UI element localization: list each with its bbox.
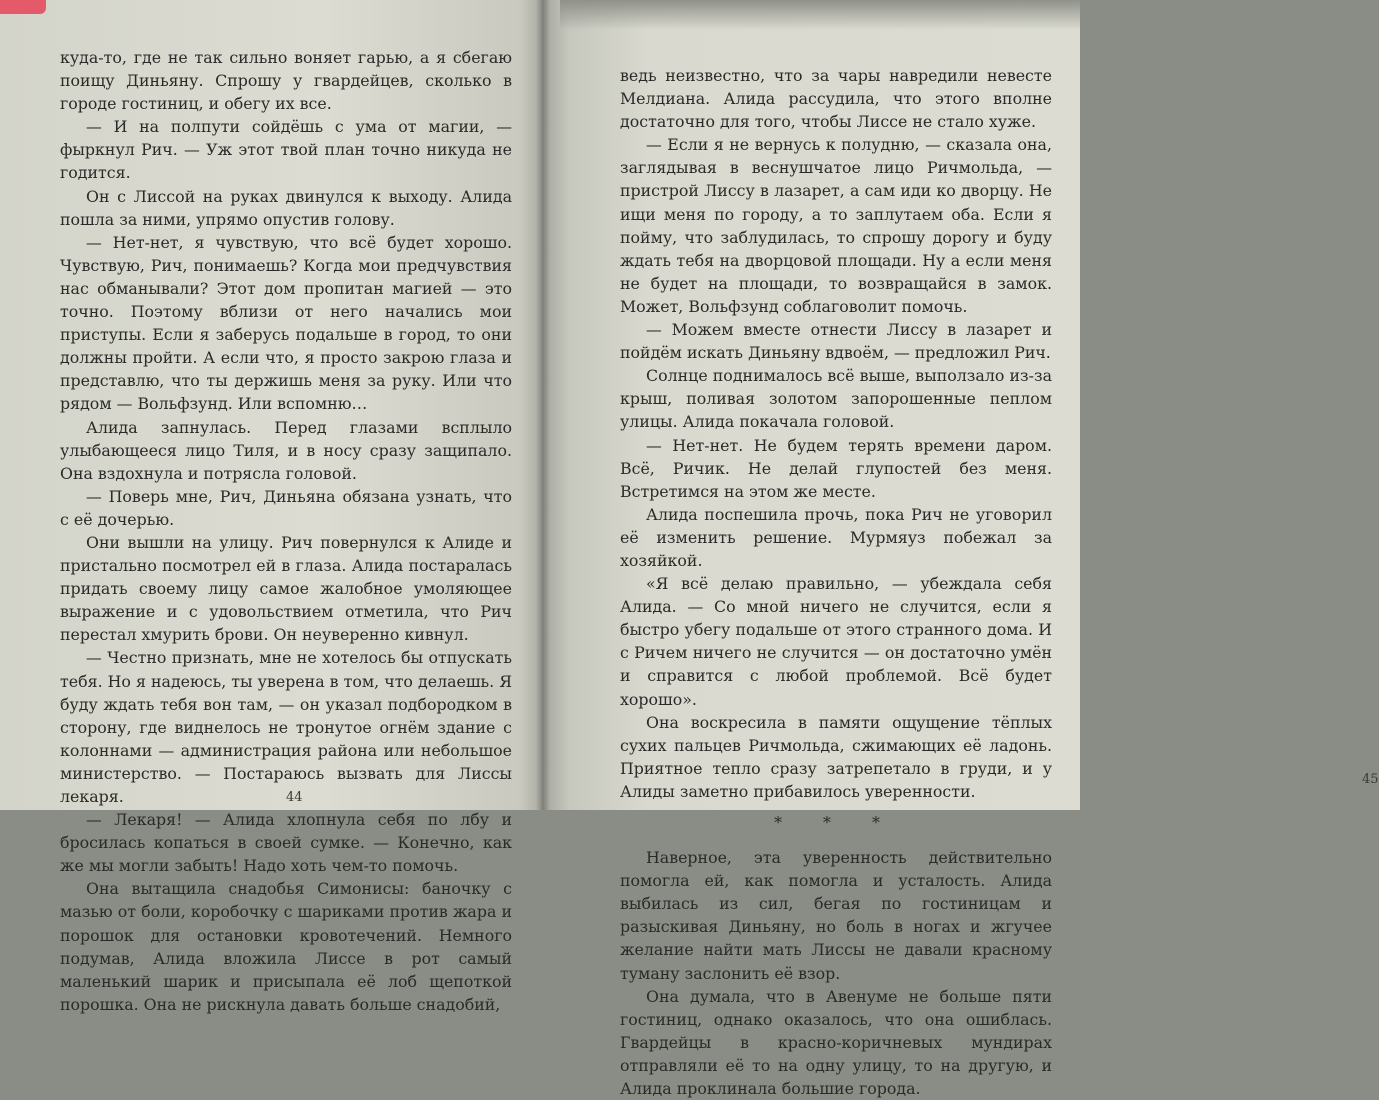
paragraph: — Лекаря! — Алида хлопнула себя по лбу и бросилась копаться в своей сумке. — Конечно, как же мы могли забыть! Надо хоть чем-то помочь. bbox=[60, 810, 512, 876]
paragraph: Она воскресила в памяти ощущение тёплых сухих пальцев Ричмольда, сжимающих её ладонь. Приятное тепло сразу затрепетало в груди, и у Алиды заметно прибавилось уверенности. bbox=[620, 712, 1052, 801]
page-number-right: 45 bbox=[1362, 772, 1379, 787]
paragraph: — Нет-нет, я чувствую, что всё будет хорошо. Чувствую, Рич, понимаешь? Когда мои предчувствия нас обманывали? Этот дом пропитан магией — это точно. Поэтому вблизи от него начались мои приступы. Если я заберусь подальше в город, то они должны пройти. А если что, я просто закрою глаза и представлю, что ты держишь меня за руку. Или что рядом — Вольфзунд. Или вспомню… bbox=[60, 232, 512, 414]
paragraph: Они вышли на улицу. Рич повернулся к Алиде и пристально посмотрел ей в глаза. Алида постаралась придать своему лицу самое жалобное умоляющее выражение и с удовольствием отметила, что Рич перестал хмурить брови. Он неуверенно кивнул. bbox=[60, 532, 512, 645]
paragraph: «Я всё делаю правильно, — убеждала себя Алида. — Со мной ничего не случится, если я быстро убегу подальше от этого странного дома. И с Ричем ничего не случится — он достаточно умён и справится с любой проблемой. Всё будет хорошо». bbox=[620, 574, 1052, 709]
section-separator: * * * bbox=[774, 813, 898, 832]
left-page-text bbox=[60, 46, 512, 1016]
paragraph: Солнце поднималось всё выше, выползало из-за крыш, поливая золотом запорошенные пеплом улицы. Алида покачала головой. bbox=[620, 366, 1052, 432]
paragraph: Наверное, эта уверенность действительно помогла ей, как помогла и усталость. Алида выбилась из сил, бегая по гостиницам и разыскивая Диньяну, но боль в ногах и жгучее желание найти мать Лиссы не давали красному туману заслонить её взор. bbox=[620, 848, 1052, 983]
page-shadow bbox=[560, 0, 1080, 30]
paragraph: Алида поспешила прочь, пока Рич не уговорил её изменить решение. Мурмяуз побежал за хозяйкой. bbox=[620, 504, 1052, 570]
paragraph: Она вытащила снадобья Симонисы: баночку с мазью от боли, коробочку с шариками против жара и порошок для остановки кровотечений. Немного подумав, Алида вложила Лиссе в рот самый маленький шарик и присыпала её лоб щепоткой порошка. Она не рискнула давать больше снадобий, bbox=[60, 879, 512, 1014]
paragraph: — Нет-нет. Не будем терять времени даром. Всё, Ричик. Не делай глупостей без меня. Встретимся на этом же месте. bbox=[620, 435, 1052, 501]
book-gutter bbox=[536, 0, 550, 810]
paragraph: ведь неизвестно, что за чары навредили невесте Мелдиана. Алида рассудила, что этого вполне достаточно для того, чтобы Лиссе не стало хуже. bbox=[620, 66, 1052, 132]
paragraph: Она думала, что в Авенуме не больше пяти гостиниц, однако оказалось, что она ошиблась. Гвардейцы в красно-коричневых мундирах отправляли её то на одну улицу, то на другую, и Алида проклинала большие города. bbox=[620, 986, 1052, 1099]
paragraph: — Честно признать, мне не хотелось бы отпускать тебя. Но я надеюсь, ты уверена в том, что делаешь. Я буду ждать тебя вон там, — он указал подбородком в сторону, где виднелось не тронутое огнём здание с колоннами — администрация района или небольшое министерство. — Постараюсь вызвать для Лиссы лекаря. bbox=[60, 648, 512, 806]
right-page-text bbox=[620, 64, 1052, 1100]
paragraph: — Если я не вернусь к полудню, — сказала она, заглядывая в веснушчатое лицо Ричмольда, — пристрой Лиссу в лазарет, а сам иди ко дворцу. Не ищи меня по городу, а то заплутаем оба. Если я пойму, что заблудилась, то спрошу дорогу и буду ждать тебя на дворцовой площади. Ну а если меня не будет на площади, то возвращайся в замок. Может, Вольфзунд соблаговолит помочь. bbox=[620, 135, 1052, 316]
paragraph: — Можем вместе отнести Лиссу в лазарет и пойдём искать Диньяну вдвоём, — предложил Рич. bbox=[620, 320, 1052, 363]
paragraph: Алида запнулась. Перед глазами всплыло улыбающееся лицо Тиля, и в носу сразу защипало. Она вздохнула и потрясла головой. bbox=[60, 417, 512, 483]
paragraph: куда-то, где не так сильно воняет гарью, а я сбегаю поищу Диньяну. Спрошу у гвардейцев, сколько в городе гостиниц, и обегу их все. bbox=[60, 48, 512, 114]
left-page bbox=[0, 0, 542, 1014]
paragraph: Он с Лиссой на руках двинулся к выходу. Алида пошла за ними, упрямо опустив голову. bbox=[60, 186, 512, 229]
bookmark-tab bbox=[0, 0, 46, 14]
paragraph: — Поверь мне, Рич, Диньяна обязана узнать, что с её дочерью. bbox=[60, 486, 512, 529]
page-number-left: 44 bbox=[286, 790, 303, 805]
paragraph: — И на полпути сойдёшь с ума от магии, — фыркнул Рич. — Уж этот твой план точно никуда не годится. bbox=[60, 117, 512, 183]
right-page bbox=[542, 0, 1379, 1099]
